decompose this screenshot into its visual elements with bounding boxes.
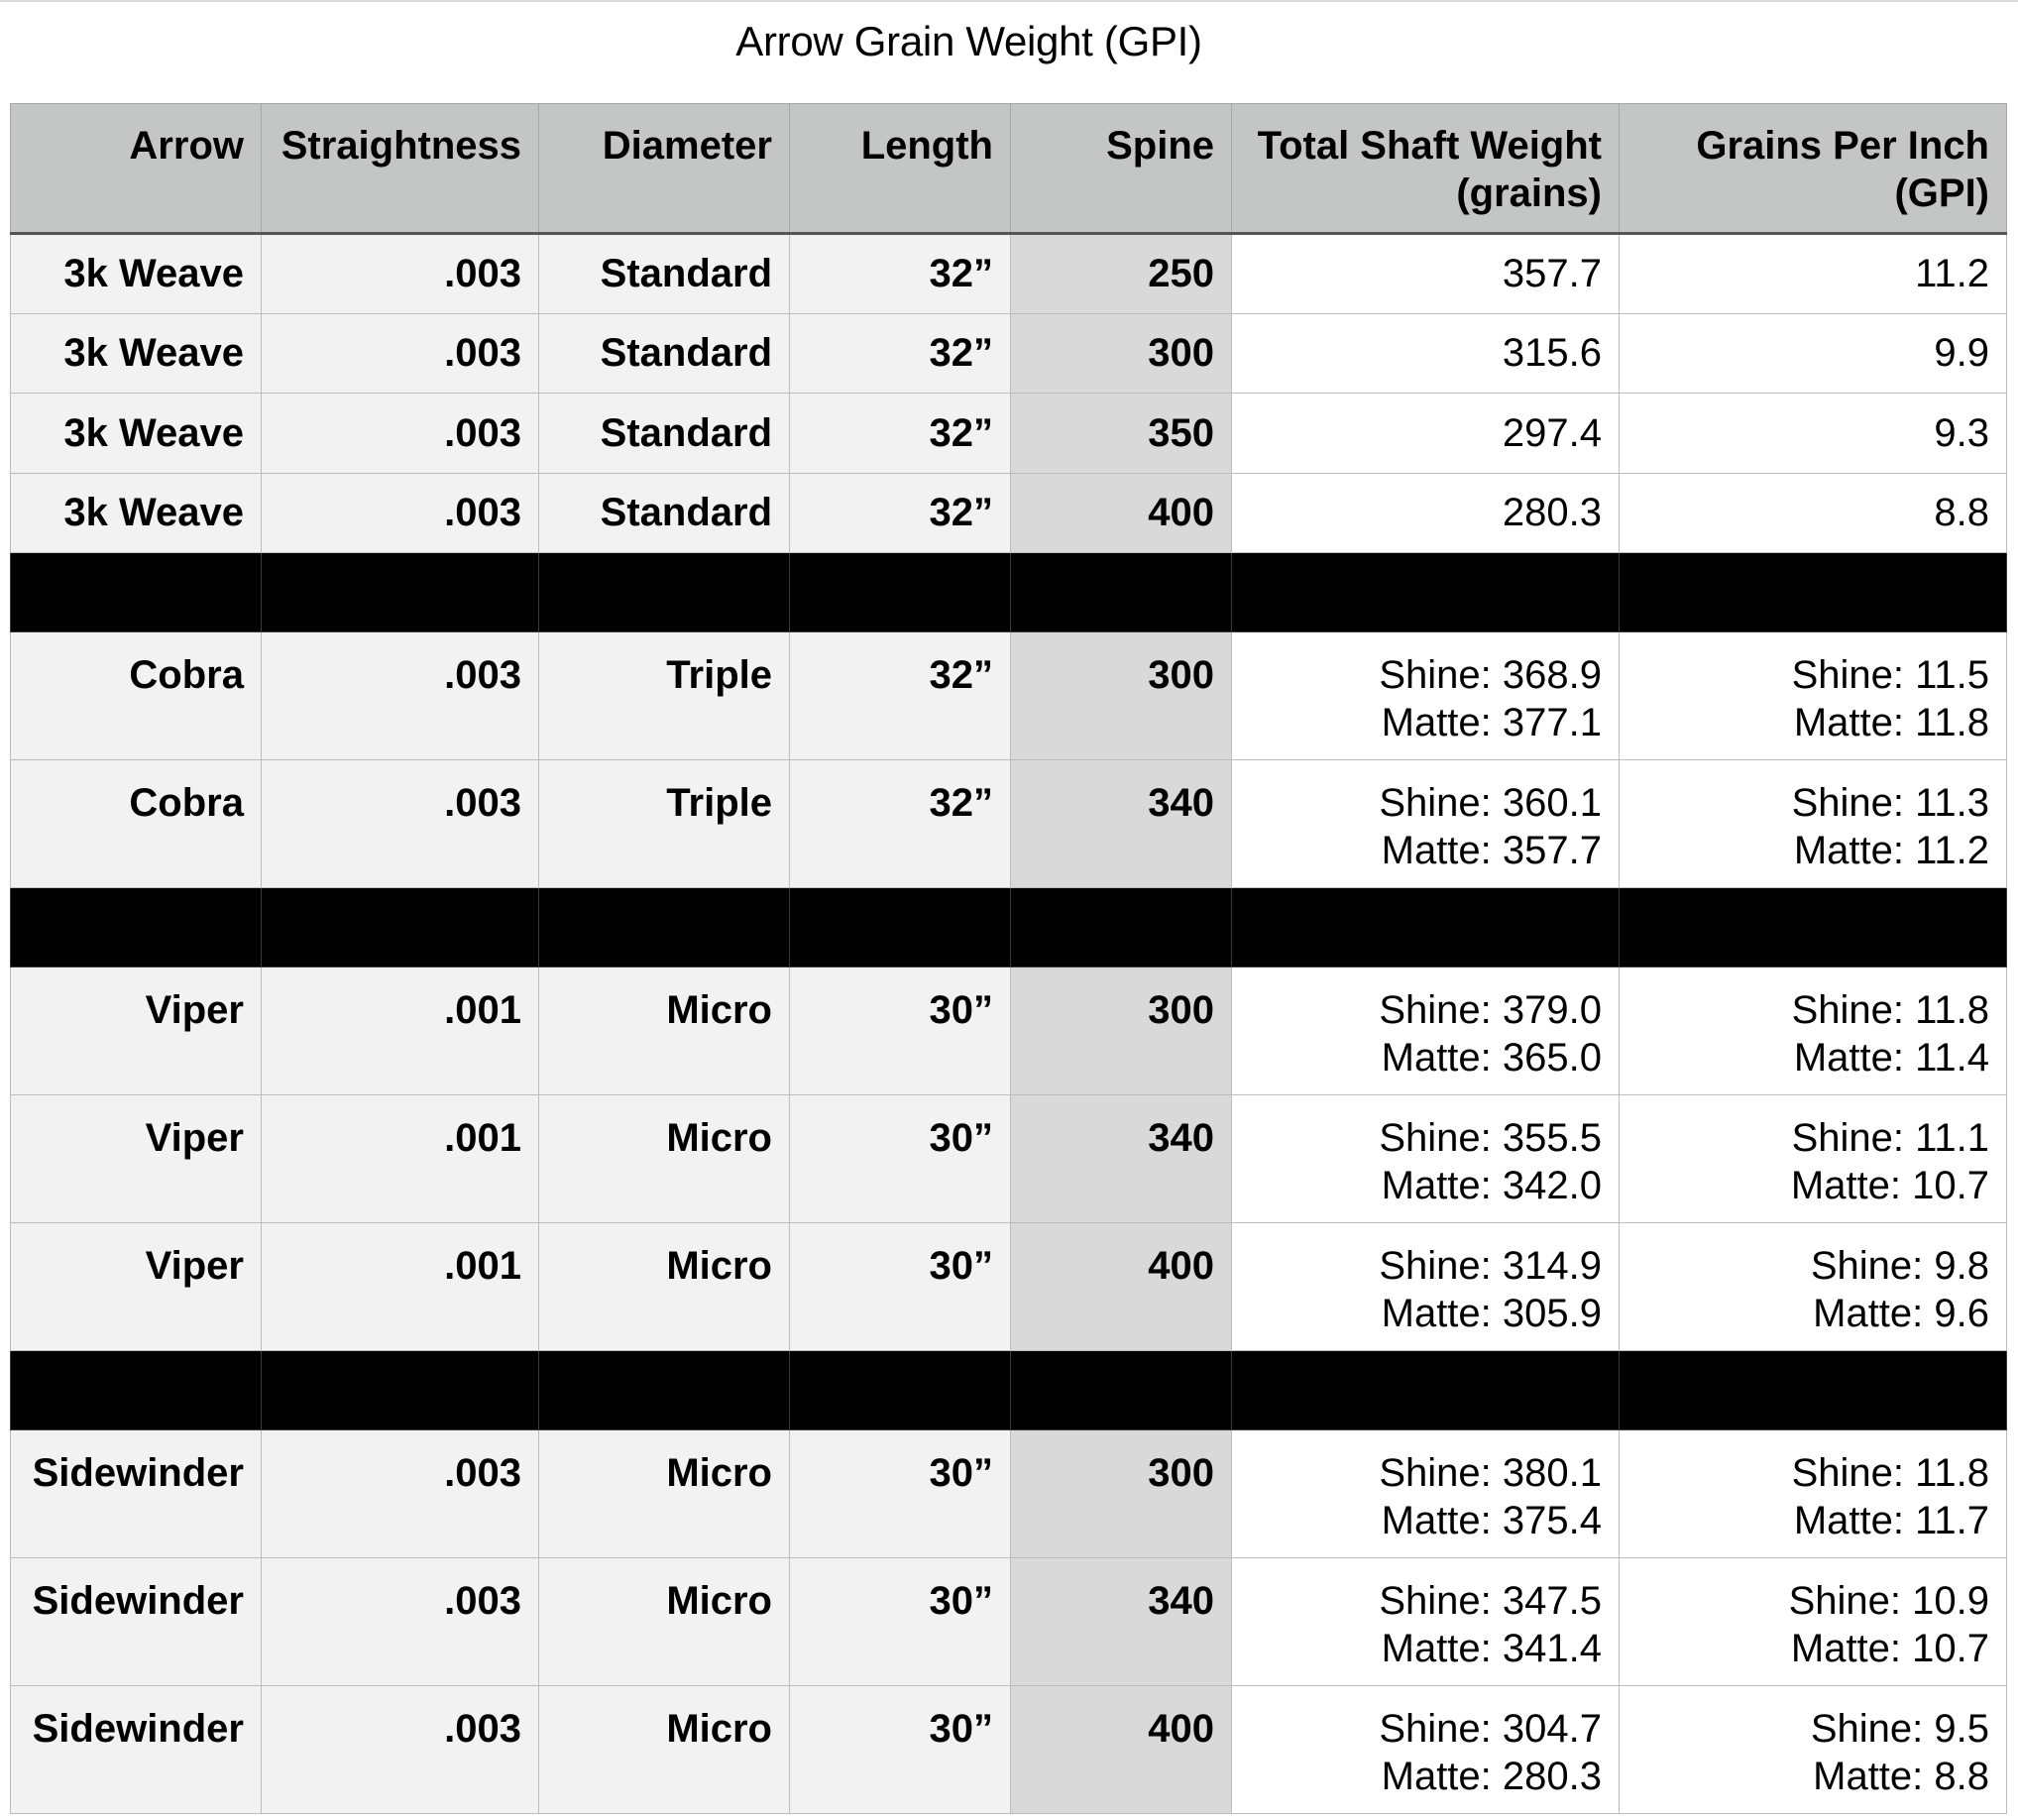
cell-diameter: Standard — [539, 313, 790, 394]
table-row — [11, 632, 2007, 760]
cell-gpi: 9.3 — [1620, 394, 2007, 474]
weight-matte: Matte: 365.0 — [1381, 1036, 1602, 1080]
cell-length: 30” — [790, 1558, 1011, 1686]
cell-length: 30” — [790, 1430, 1011, 1558]
header-diameter: Diameter — [539, 104, 790, 234]
cell-straightness: .003 — [262, 394, 539, 474]
gpi-shine: Shine: 11.3 — [1791, 781, 1989, 825]
gpi-matte: Matte: 10.7 — [1790, 1164, 1989, 1207]
cell-spine: 340 — [1011, 1095, 1232, 1223]
cell-length: 30” — [790, 967, 1011, 1095]
table-title: Arrow Grain Weight (GPI) — [735, 18, 1202, 64]
cell-gpi — [1620, 1558, 2007, 1686]
top-border — [0, 0, 2018, 2]
cell-gpi — [1620, 760, 2007, 888]
cell-arrow: Viper — [11, 1095, 262, 1223]
cell-diameter: Micro — [539, 1095, 790, 1223]
cell-straightness: .001 — [262, 1095, 539, 1223]
cell-gpi — [1620, 632, 2007, 760]
cell-diameter: Micro — [539, 967, 790, 1095]
cell-spine: 300 — [1011, 313, 1232, 394]
weight-shine: Shine: 379.0 — [1379, 988, 1602, 1032]
weight-shine: Shine: 347.5 — [1379, 1579, 1602, 1623]
cell-straightness: .003 — [262, 632, 539, 760]
cell-straightness: .003 — [262, 1686, 539, 1814]
cell-straightness: .003 — [262, 234, 539, 314]
cell-spine: 400 — [1011, 473, 1232, 553]
cell-weight — [1232, 1095, 1620, 1223]
cell-length: 32” — [790, 394, 1011, 474]
cell-weight: 280.3 — [1232, 473, 1620, 553]
gpi-matte: Matte: 8.8 — [1813, 1755, 1989, 1798]
cell-weight — [1232, 967, 1620, 1095]
cell-gpi: 9.9 — [1620, 313, 2007, 394]
header-grains-per-inch: Grains Per Inch (GPI) — [1620, 104, 2007, 234]
cell-arrow: Viper — [11, 1223, 262, 1351]
table-row — [11, 1686, 2007, 1814]
cell-length: 30” — [790, 1095, 1011, 1223]
weight-matte: Matte: 342.0 — [1381, 1164, 1602, 1207]
weight-shine: Shine: 360.1 — [1379, 781, 1602, 825]
cell-length: 32” — [790, 234, 1011, 314]
cell-straightness: .001 — [262, 967, 539, 1095]
weight-matte: Matte: 375.4 — [1381, 1499, 1602, 1542]
separator-row — [11, 1351, 2007, 1430]
table-row — [11, 760, 2007, 888]
cell-weight: 315.6 — [1232, 313, 1620, 394]
cell-weight — [1232, 632, 1620, 760]
cell-weight — [1232, 1558, 1620, 1686]
gpi-shine: Shine: 11.5 — [1791, 653, 1989, 697]
cell-weight — [1232, 1430, 1620, 1558]
cell-diameter: Micro — [539, 1430, 790, 1558]
cell-straightness: .003 — [262, 760, 539, 888]
cell-spine: 340 — [1011, 1558, 1232, 1686]
separator-row — [11, 888, 2007, 967]
gpi-matte: Matte: 11.8 — [1793, 701, 1989, 744]
cell-spine: 300 — [1011, 967, 1232, 1095]
weight-matte: Matte: 377.1 — [1381, 701, 1602, 744]
header-spine: Spine — [1011, 104, 1232, 234]
cell-gpi — [1620, 1430, 2007, 1558]
table-row — [11, 967, 2007, 1095]
header-arrow: Arrow — [11, 104, 262, 234]
cell-arrow: 3k Weave — [11, 234, 262, 314]
gpi-shine: Shine: 9.8 — [1810, 1244, 1989, 1288]
weight-shine: Shine: 355.5 — [1379, 1116, 1602, 1160]
cell-spine: 300 — [1011, 1430, 1232, 1558]
cell-diameter: Standard — [539, 473, 790, 553]
header-length: Length — [790, 104, 1011, 234]
cell-weight: 297.4 — [1232, 394, 1620, 474]
arrow-weight-table — [10, 103, 2007, 1814]
cell-straightness: .003 — [262, 313, 539, 394]
gpi-matte: Matte: 11.7 — [1793, 1499, 1989, 1542]
cell-gpi: 11.2 — [1620, 234, 2007, 314]
cell-length: 30” — [790, 1223, 1011, 1351]
header-straightness: Straightness — [262, 104, 539, 234]
weight-shine: Shine: 380.1 — [1379, 1451, 1602, 1495]
table-row — [11, 313, 2007, 394]
gpi-matte: Matte: 9.6 — [1813, 1292, 1989, 1335]
table-row — [11, 1430, 2007, 1558]
cell-straightness: .003 — [262, 1558, 539, 1686]
cell-weight — [1232, 760, 1620, 888]
cell-weight — [1232, 1223, 1620, 1351]
gpi-matte: Matte: 11.4 — [1793, 1036, 1989, 1080]
cell-diameter: Micro — [539, 1223, 790, 1351]
weight-shine: Shine: 304.7 — [1379, 1707, 1602, 1751]
gpi-shine: Shine: 11.8 — [1791, 1451, 1989, 1495]
cell-diameter: Standard — [539, 234, 790, 314]
table-row — [11, 234, 2007, 314]
cell-arrow: Sidewinder — [11, 1686, 262, 1814]
weight-matte: Matte: 280.3 — [1381, 1755, 1602, 1798]
cell-gpi: 8.8 — [1620, 473, 2007, 553]
gpi-shine: Shine: 9.5 — [1810, 1707, 1989, 1751]
cell-straightness: .001 — [262, 1223, 539, 1351]
cell-gpi — [1620, 1095, 2007, 1223]
table-row — [11, 1558, 2007, 1686]
cell-spine: 250 — [1011, 234, 1232, 314]
cell-arrow: Cobra — [11, 760, 262, 888]
cell-arrow: Viper — [11, 967, 262, 1095]
cell-arrow: Cobra — [11, 632, 262, 760]
cell-gpi — [1620, 1686, 2007, 1814]
cell-spine: 400 — [1011, 1686, 1232, 1814]
table-row — [11, 394, 2007, 474]
table-row — [11, 1223, 2007, 1351]
cell-straightness: .003 — [262, 473, 539, 553]
table-row — [11, 1095, 2007, 1223]
weight-shine: Shine: 314.9 — [1379, 1244, 1602, 1288]
cell-diameter: Micro — [539, 1558, 790, 1686]
weight-matte: Matte: 357.7 — [1381, 829, 1602, 872]
cell-arrow: 3k Weave — [11, 394, 262, 474]
separator-row — [11, 553, 2007, 632]
cell-spine: 340 — [1011, 760, 1232, 888]
cell-gpi — [1620, 1223, 2007, 1351]
header-row — [11, 104, 2007, 234]
cell-diameter: Standard — [539, 394, 790, 474]
cell-length: 32” — [790, 313, 1011, 394]
weight-matte: Matte: 305.9 — [1381, 1292, 1602, 1335]
cell-arrow: 3k Weave — [11, 313, 262, 394]
cell-length: 30” — [790, 1686, 1011, 1814]
weight-shine: Shine: 368.9 — [1379, 653, 1602, 697]
cell-length: 32” — [790, 473, 1011, 553]
cell-straightness: .003 — [262, 1430, 539, 1558]
gpi-shine: Shine: 11.8 — [1791, 988, 1989, 1032]
cell-weight: 357.7 — [1232, 234, 1620, 314]
gpi-shine: Shine: 10.9 — [1788, 1579, 1989, 1623]
cell-length: 32” — [790, 632, 1011, 760]
cell-spine: 400 — [1011, 1223, 1232, 1351]
cell-diameter: Triple — [539, 632, 790, 760]
weight-matte: Matte: 341.4 — [1381, 1627, 1602, 1670]
cell-arrow: 3k Weave — [11, 473, 262, 553]
gpi-matte: Matte: 10.7 — [1790, 1627, 1989, 1670]
cell-spine: 350 — [1011, 394, 1232, 474]
cell-arrow: Sidewinder — [11, 1430, 262, 1558]
table-row — [11, 473, 2007, 553]
gpi-matte: Matte: 11.2 — [1793, 829, 1989, 872]
cell-length: 32” — [790, 760, 1011, 888]
cell-gpi — [1620, 967, 2007, 1095]
cell-diameter: Triple — [539, 760, 790, 888]
header-total-shaft-weight: Total Shaft Weight (grains) — [1232, 104, 1620, 234]
cell-weight — [1232, 1686, 1620, 1814]
cell-diameter: Micro — [539, 1686, 790, 1814]
cell-spine: 300 — [1011, 632, 1232, 760]
gpi-shine: Shine: 11.1 — [1791, 1116, 1989, 1160]
cell-arrow: Sidewinder — [11, 1558, 262, 1686]
